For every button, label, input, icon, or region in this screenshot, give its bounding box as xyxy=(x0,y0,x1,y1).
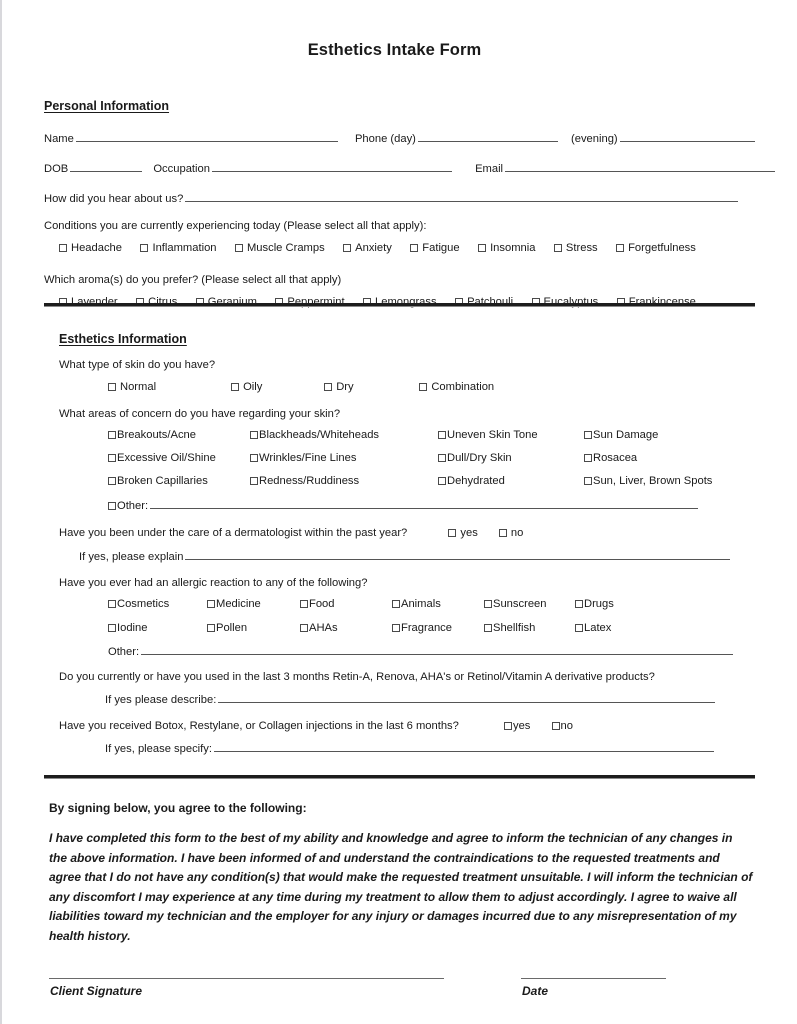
checkbox-option-drugs[interactable] xyxy=(575,598,797,610)
checkbox-icon[interactable] xyxy=(250,454,258,462)
checkbox-icon[interactable] xyxy=(300,600,308,608)
phone-evening-label: (evening) xyxy=(571,133,618,145)
checkbox-icon[interactable] xyxy=(231,383,239,391)
phone-evening-input[interactable] xyxy=(620,131,755,142)
checkbox-icon[interactable] xyxy=(108,624,116,632)
option-label: Inflammation xyxy=(152,242,217,254)
injection-specify-label: If yes, please specify: xyxy=(105,743,212,755)
checkbox-option-medicine[interactable] xyxy=(207,598,300,610)
email-label: Email xyxy=(475,163,504,175)
signature-area xyxy=(2,968,797,1008)
aroma-options xyxy=(59,292,797,310)
name-phone-row xyxy=(44,131,797,146)
checkbox-icon[interactable] xyxy=(584,454,592,462)
page-title: Esthetics Intake Form xyxy=(307,41,482,59)
option-label: Peppermint xyxy=(287,296,345,308)
dob-label: DOB xyxy=(44,163,69,175)
dermatologist-row xyxy=(59,527,797,539)
occupation-label: Occupation xyxy=(153,163,210,175)
checkbox-option-iodine[interactable] xyxy=(108,622,207,634)
name-label: Name xyxy=(44,133,74,145)
checkbox-option-uneven-skin-tone[interactable] xyxy=(438,429,584,441)
checkbox-icon[interactable] xyxy=(484,624,492,632)
option-label: Excessive Oil/Shine xyxy=(117,452,216,464)
checkbox-option-sun-damage[interactable] xyxy=(584,429,797,441)
option-label: Food xyxy=(309,598,335,610)
skin-type-options xyxy=(108,381,797,393)
retinol-describe-row xyxy=(105,692,797,706)
option-label: no xyxy=(560,720,573,732)
option-label: yes xyxy=(512,720,531,732)
skin-concerns-other-input[interactable] xyxy=(150,498,698,509)
option-label: Anxiety xyxy=(355,242,392,254)
name-input[interactable] xyxy=(76,131,338,142)
allergy-question: Have you ever had an allergic reaction to any of the following? xyxy=(59,577,368,589)
allergy-other-input[interactable] xyxy=(141,644,733,655)
option-label: AHAs xyxy=(309,622,338,634)
checkbox-icon[interactable] xyxy=(478,244,486,252)
email-input[interactable] xyxy=(505,161,775,172)
checkbox-icon[interactable] xyxy=(575,624,583,632)
checkbox-option-forgetfulness[interactable] xyxy=(616,242,696,254)
checkbox-icon[interactable] xyxy=(448,529,456,537)
option-label: Pollen xyxy=(216,622,248,634)
checkbox-icon[interactable] xyxy=(552,722,560,730)
checkbox-option-injection-yes[interactable] xyxy=(504,720,530,732)
checkbox-option-latex[interactable] xyxy=(575,622,797,634)
option-label: Dull/Dry Skin xyxy=(447,452,512,464)
checkbox-icon[interactable] xyxy=(392,624,400,632)
section-divider-top xyxy=(44,303,755,307)
phone-day-input[interactable] xyxy=(418,131,558,142)
dermatologist-yesno-group xyxy=(448,527,541,539)
personal-info-fields xyxy=(44,131,797,206)
agreement-heading: By signing below, you agree to the following: xyxy=(49,801,307,815)
checkbox-option-sunscreen[interactable] xyxy=(484,598,575,610)
option-label: Oily xyxy=(243,381,263,393)
checkbox-icon[interactable] xyxy=(108,477,116,485)
allergy-options xyxy=(108,598,797,634)
checkbox-option-insomnia[interactable] xyxy=(478,242,535,254)
dermatologist-explain-input[interactable] xyxy=(185,549,730,560)
checkbox-option-cosmetics[interactable] xyxy=(108,598,207,610)
option-label: Patchouli xyxy=(467,296,514,308)
option-label: Sunscreen xyxy=(493,598,547,610)
option-label: Redness/Ruddiness xyxy=(259,475,360,487)
option-label: Broken Capillaries xyxy=(117,475,208,487)
checkbox-option-dermatologist-yes[interactable] xyxy=(448,527,477,539)
client-signature-label: Client Signature xyxy=(50,984,143,998)
option-label: Normal xyxy=(120,381,157,393)
checkbox-option-shellfish[interactable] xyxy=(484,622,575,634)
option-label: Headache xyxy=(71,242,123,254)
checkbox-option-sun-liver-brown-spots[interactable] xyxy=(584,475,797,487)
checkbox-option-animals[interactable] xyxy=(392,598,484,610)
checkbox-icon[interactable] xyxy=(300,624,308,632)
checkbox-icon[interactable] xyxy=(392,600,400,608)
dob-occupation-email-row xyxy=(44,161,797,176)
skin-concerns-question: What areas of concern do you have regarding your skin? xyxy=(59,408,341,420)
checkbox-option-inflammation[interactable] xyxy=(140,242,216,254)
retinol-describe-label: If yes please describe: xyxy=(105,694,217,706)
injection-yesno-group xyxy=(504,720,591,732)
option-label: Shellfish xyxy=(493,622,536,634)
checkbox-icon[interactable] xyxy=(250,431,258,439)
checkbox-icon[interactable] xyxy=(250,477,258,485)
checkbox-icon[interactable] xyxy=(108,600,116,608)
checkbox-icon[interactable] xyxy=(554,244,562,252)
occupation-input[interactable] xyxy=(212,161,452,172)
injection-specify-row xyxy=(105,741,797,755)
phone-day-label: Phone (day) xyxy=(354,133,416,145)
option-label: Citrus xyxy=(148,296,178,308)
skin-concerns-other-row xyxy=(108,498,797,512)
option-label: Geranium xyxy=(207,296,257,308)
option-label: Dehydrated xyxy=(447,475,505,487)
injection-row xyxy=(59,720,797,732)
checkbox-icon[interactable] xyxy=(235,244,243,252)
checkbox-option-combination[interactable] xyxy=(419,381,494,393)
allergy-other-row xyxy=(108,644,797,658)
injection-specify-input[interactable] xyxy=(214,741,714,752)
checkbox-icon[interactable] xyxy=(343,244,351,252)
section-heading-personal-information: Personal Information xyxy=(44,99,170,113)
option-label: Stress xyxy=(565,242,598,254)
referral-label: How did you hear about us? xyxy=(44,193,184,205)
checkbox-icon[interactable] xyxy=(108,383,116,391)
checkbox-icon[interactable] xyxy=(207,624,215,632)
option-label: Forgetfulness xyxy=(628,242,696,254)
checkbox-option-muscle-cramps[interactable] xyxy=(235,242,325,254)
checkbox-icon[interactable] xyxy=(108,502,116,510)
checkbox-option-dehydrated[interactable] xyxy=(438,475,584,487)
checkbox-icon[interactable] xyxy=(410,244,418,252)
checkbox-icon[interactable] xyxy=(324,383,332,391)
agreement-text: I have completed this form to the best of my ability and knowledge and agree to inform the technician of any changes in the above information. I have been informed of and understand the contraindications to the requested treatments and agree that I do not have any condition(s) that would make the requested treatment unsuitable. I will inform the technician of any discomfort I may experience at any time during my treatment to allow them to adjust accordingly. I agree to waive all liabilities toward my technician and the employer for any injury or damages incurred due to any misrepresentation of my health history. xyxy=(49,831,753,943)
referral-row xyxy=(44,191,797,206)
skin-type-question: What type of skin do you have? xyxy=(59,359,216,371)
aroma-question: Which aroma(s) do you prefer? (Please select all that apply) xyxy=(44,274,342,286)
option-label: Fragrance xyxy=(401,622,452,634)
checkbox-icon[interactable] xyxy=(499,529,507,537)
checkbox-icon[interactable] xyxy=(419,383,427,391)
client-signature-line[interactable] xyxy=(49,978,444,979)
option-label: Rosacea xyxy=(593,452,638,464)
checkbox-icon[interactable] xyxy=(484,600,492,608)
dermatologist-question: Have you been under the care of a dermatologist within the past year? xyxy=(59,527,408,539)
option-label: Combination xyxy=(431,381,495,393)
checkbox-icon[interactable] xyxy=(108,431,116,439)
checkbox-option-fatigue[interactable] xyxy=(410,242,459,254)
checkbox-option-redness-ruddiness[interactable] xyxy=(250,475,438,487)
option-label: Sun, Liver, Brown Spots xyxy=(593,475,713,487)
option-label: Muscle Cramps xyxy=(246,242,325,254)
checkbox-icon[interactable] xyxy=(504,722,512,730)
checkbox-option-normal[interactable] xyxy=(108,381,228,393)
checkbox-option-pollen[interactable] xyxy=(207,622,300,634)
option-label: Cosmetics xyxy=(117,598,170,610)
checkbox-icon[interactable] xyxy=(575,600,583,608)
conditions-options xyxy=(59,238,797,256)
checkbox-option-dull-dry-skin[interactable] xyxy=(438,452,584,464)
checkbox-option-headache[interactable] xyxy=(59,242,122,254)
retinol-question: Do you currently or have you used in the last 3 months Retin-A, Renova, AHA's or Retinol/Vitamin A derivative products? xyxy=(59,671,655,683)
checkbox-icon[interactable] xyxy=(438,477,446,485)
checkbox-option-wrinkles-fine-lines[interactable] xyxy=(250,452,438,464)
checkbox-option-stress[interactable] xyxy=(554,242,598,254)
option-label: Drugs xyxy=(584,598,614,610)
option-label: Medicine xyxy=(216,598,261,610)
option-label: Iodine xyxy=(117,622,148,634)
skin-concerns-options xyxy=(108,429,797,487)
checkbox-icon[interactable] xyxy=(584,477,592,485)
checkbox-option-injection-no[interactable] xyxy=(552,720,573,732)
checkbox-option-dry[interactable] xyxy=(324,381,416,393)
checkbox-option-fragrance[interactable] xyxy=(392,622,484,634)
allergy-other-label: Other: xyxy=(108,646,140,658)
option-label: Latex xyxy=(584,622,612,634)
checkbox-option-broken-capillaries[interactable] xyxy=(108,475,250,487)
option-label: yes xyxy=(460,527,478,539)
dermatologist-explain-row xyxy=(79,549,797,563)
dob-input[interactable] xyxy=(70,161,142,172)
checkbox-option-excessive-oil-shine[interactable] xyxy=(108,452,250,464)
checkbox-icon[interactable] xyxy=(108,454,116,462)
option-label: Fatigue xyxy=(422,242,460,254)
checkbox-icon[interactable] xyxy=(438,431,446,439)
option-label: Insomnia xyxy=(490,242,536,254)
option-label: Uneven Skin Tone xyxy=(447,429,538,441)
checkbox-icon[interactable] xyxy=(584,431,592,439)
option-label: Dry xyxy=(336,381,354,393)
checkbox-icon[interactable] xyxy=(59,244,67,252)
checkbox-icon[interactable] xyxy=(438,454,446,462)
option-label: no xyxy=(510,527,524,539)
checkbox-option-blackheads-whiteheads[interactable] xyxy=(250,429,438,441)
checkbox-icon[interactable] xyxy=(207,600,215,608)
option-label: Sun Damage xyxy=(593,429,659,441)
section-divider-bottom xyxy=(44,775,755,779)
date-label: Date xyxy=(522,984,549,998)
checkbox-option-oily[interactable] xyxy=(231,381,321,393)
section-heading-esthetics-information: Esthetics Information xyxy=(59,332,187,346)
checkbox-icon[interactable] xyxy=(140,244,148,252)
option-label: Lavender xyxy=(71,296,118,308)
checkbox-option-breakouts-acne[interactable] xyxy=(108,429,250,441)
referral-input[interactable] xyxy=(185,191,738,202)
injection-question: Have you received Botox, Restylane, or Collagen injections in the last 6 months? xyxy=(59,720,459,732)
checkbox-option-rosacea[interactable] xyxy=(584,452,797,464)
option-label: Frankincense xyxy=(628,296,696,308)
dermatologist-explain-label: If yes, please explain xyxy=(79,551,184,563)
option-label: Lemongrass xyxy=(375,296,437,308)
skin-concerns-other-label: Other: xyxy=(117,500,149,512)
checkbox-option-food[interactable] xyxy=(300,598,392,610)
option-label: Blackheads/Whiteheads xyxy=(259,429,380,441)
checkbox-option-dermatologist-no[interactable] xyxy=(499,527,523,539)
conditions-question: Conditions you are currently experiencing today (Please select all that apply): xyxy=(44,220,427,232)
retinol-describe-input[interactable] xyxy=(218,692,715,703)
date-line[interactable] xyxy=(521,978,666,979)
option-label: Animals xyxy=(401,598,441,610)
option-label: Wrinkles/Fine Lines xyxy=(259,452,357,464)
option-label: Eucalyptus xyxy=(543,296,599,308)
option-label: Breakouts/Acne xyxy=(117,429,196,441)
checkbox-option-anxiety[interactable] xyxy=(343,242,392,254)
checkbox-option-ahas[interactable] xyxy=(300,622,392,634)
checkbox-icon[interactable] xyxy=(616,244,624,252)
